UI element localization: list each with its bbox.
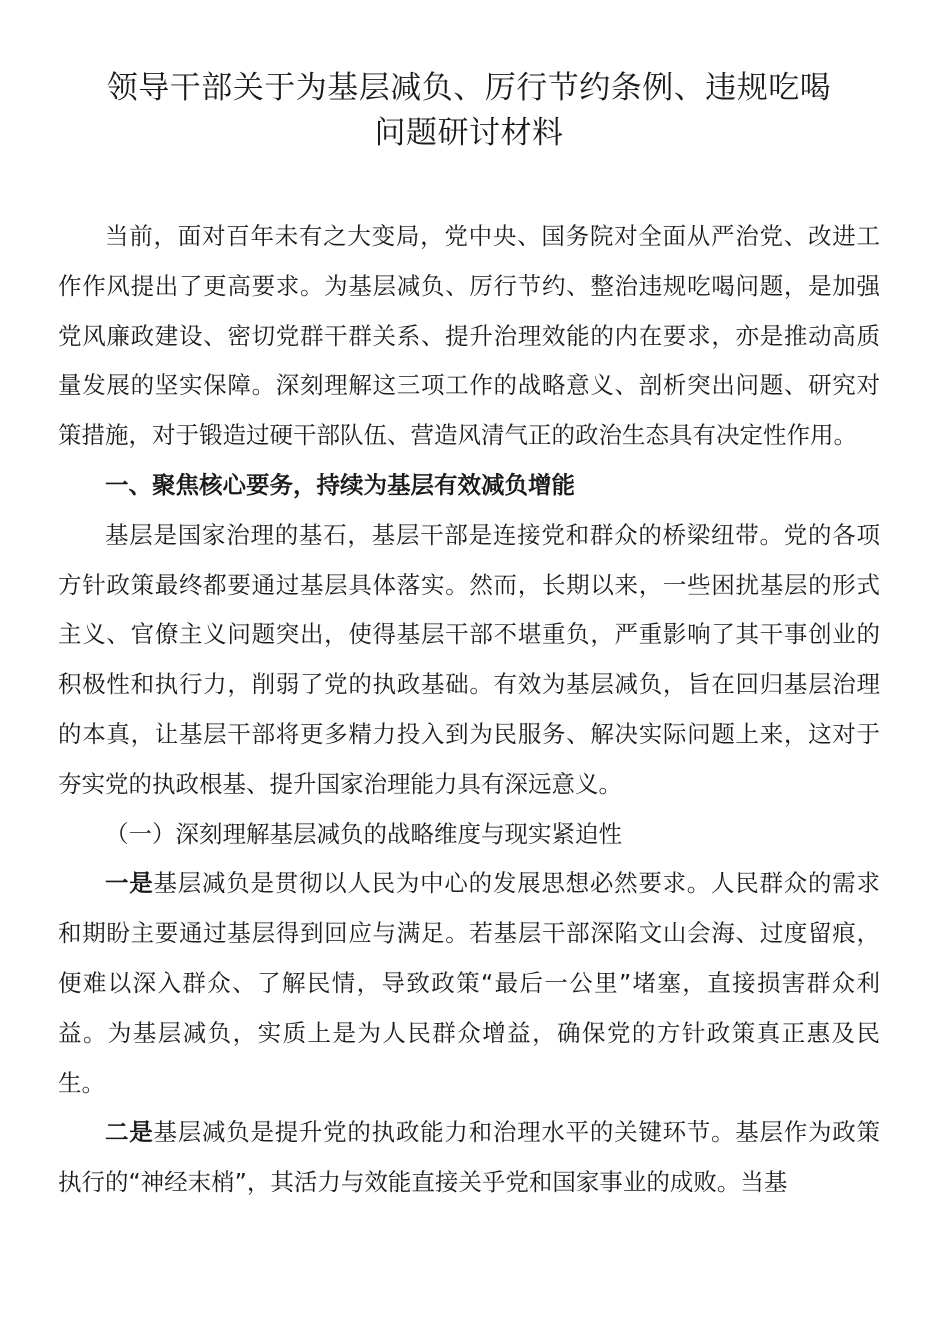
point-one-paragraph [58,859,880,1108]
title-line-1: 领导干部关于为基层减负、厉行节约条例、违规吃喝 [106,70,832,106]
title-line-2: 问题研讨材料 [374,115,564,151]
point-two-paragraph [58,1108,880,1208]
point-two-lead: 二是 [105,1118,154,1147]
point-two-text: 基层减负是提升党的执政能力和治理水平的关键环节。基层作为政策执行的“神经末梢”，其活力与效能直接关乎党和国家事业的成败。当基 [58,1118,880,1197]
section-paragraph: 基层是国家治理的基石，基层干部是连接党和群众的桥梁纽带。党的各项方针政策最终都要通过基层具体落实。然而，长期以来，一些困扰基层的形式主义、官僚主义问题突出，使得基层干部不堪重负，严重影响了其干事创业的积极性和执行力，削弱了党的执政基础。有效为基层减负，旨在回归基层治理的本真，让基层干部将更多精力投入到为民服务、解决实际问题上来，这对于夯实党的执政根基、提升国家治理能力具有深远意义。 [58,520,880,798]
subsection-heading: （一）深刻理解基层减负的战略维度与现实紧迫性 [105,819,622,848]
point-one-lead: 一是 [105,869,154,898]
document-title [58,66,880,156]
document-body [58,212,880,1208]
intro-paragraph: 当前，面对百年未有之大变局，党中央、国务院对全面从严治党、改进工作作风提出了更高要求。为基层减负、厉行节约、整治违规吃喝问题，是加强党风廉政建设、密切党群干群关系、提升治理效能的内在要求，亦是推动高质量发展的坚实保障。深刻理解这三项工作的战略意义、剖析突出问题、研究对策措施，对于锻造过硬干部队伍、营造风清气正的政治生态具有决定性作用。 [58,222,880,450]
section-heading: 一、聚焦核心要务，持续为基层有效减负增能 [105,470,575,499]
point-one-text: 基层减负是贯彻以人民为中心的发展思想必然要求。人民群众的需求和期盼主要通过基层得到回应与满足。若基层干部深陷文山会海、过度留痕，便难以深入群众、了解民情，导致政策“最后一公里”堵塞，直接损害群众利益。为基层减负，实质上是为人民群众增益，确保党的方针政策真正惠及民生。 [58,869,880,1097]
